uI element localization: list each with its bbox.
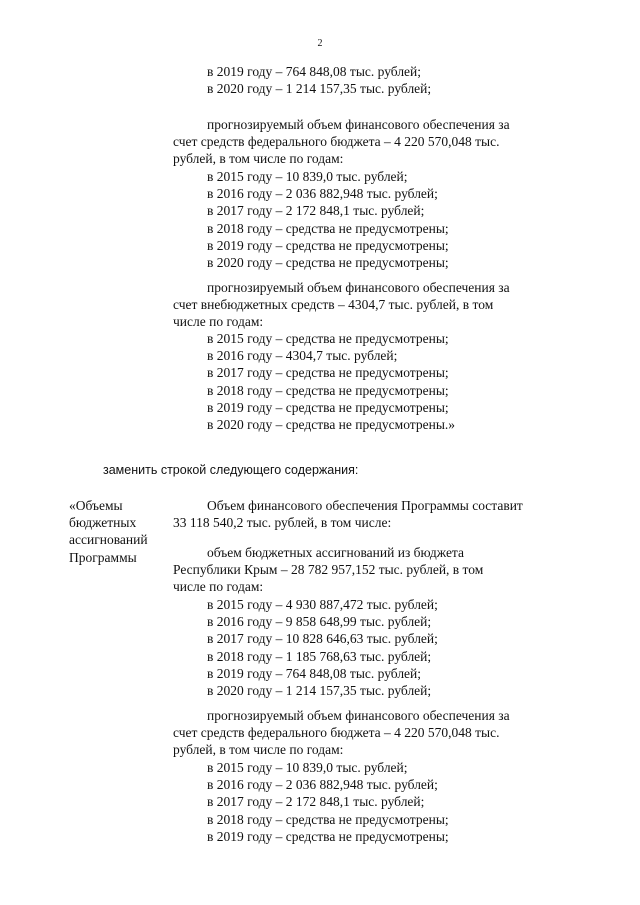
paragraph-line: счет средств федерального бюджета – 4 220 570,048 тыс. [173, 134, 500, 150]
program-label-line: Программы [69, 549, 137, 565]
paragraph-line: рублей, в том числе по годам: [173, 742, 344, 758]
year-line: в 2019 году – 764 848,08 тыс. рублей; [207, 64, 422, 79]
year-line: в 2020 году – средства не предусмотрены.» [207, 417, 456, 432]
program-label-line: «Объемы [69, 498, 123, 513]
year-line: в 2019 году – средства не предусмотрены; [207, 399, 449, 415]
year-line: в 2016 году – 4304,7 тыс. рублей; [207, 348, 398, 364]
year-line: в 2017 году – средства не предусмотрены; [207, 365, 449, 381]
year-line: в 2015 году – 10 839,0 тыс. рублей; [207, 169, 408, 184]
year-line: в 2020 году – средства не предусмотрены; [207, 255, 449, 270]
year-line: в 2015 году – средства не предусмотрены; [207, 331, 449, 346]
year-line: в 2019 году – средства не предусмотрены; [207, 828, 449, 844]
year-line: в 2017 году – 10 828 646,63 тыс. рублей; [207, 631, 438, 647]
paragraph-line: числе по годам: [173, 314, 264, 330]
replace-instruction: заменить строкой следующего содержания: [103, 463, 359, 477]
paragraph-line: Республики Крым – 28 782 957,152 тыс. рублей, в том [173, 562, 484, 578]
paragraph-line: объем бюджетных ассигнований из бюджета [207, 545, 464, 560]
page-number: 2 [317, 38, 323, 49]
paragraph-line: числе по годам: [173, 579, 264, 595]
year-line: в 2019 году – 764 848,08 тыс. рублей; [207, 665, 422, 681]
year-line: в 2020 году – 1 214 157,35 тыс. рублей; [207, 81, 432, 97]
paragraph-line: прогнозируемый объем финансового обеспечения за [207, 117, 510, 132]
year-line: в 2017 году – 2 172 848,1 тыс. рублей; [207, 203, 425, 219]
year-line: в 2016 году – 9 858 648,99 тыс. рублей; [207, 614, 432, 630]
year-line: в 2018 году – 1 185 768,63 тыс. рублей; [207, 648, 432, 664]
program-label-line: бюджетных [69, 515, 137, 531]
year-line: в 2019 году – средства не предусмотрены; [207, 237, 449, 253]
year-line: в 2018 году – средства не предусмотрены; [207, 220, 449, 236]
paragraph-line: прогнозируемый объем финансового обеспечения за [207, 708, 510, 723]
program-label-line: ассигнований [69, 532, 148, 548]
year-line: в 2016 году – 2 036 882,948 тыс. рублей; [207, 777, 438, 793]
year-line: в 2015 году – 10 839,0 тыс. рублей; [207, 760, 408, 775]
year-line: в 2018 году – средства не предусмотрены; [207, 811, 449, 827]
paragraph-line: счет средств федерального бюджета – 4 220 570,048 тыс. [173, 725, 500, 741]
year-line: в 2016 году – 2 036 882,948 тыс. рублей; [207, 186, 438, 202]
paragraph-line: Объем финансового обеспечения Программы составит [207, 498, 523, 513]
year-line: в 2017 году – 2 172 848,1 тыс. рублей; [207, 794, 425, 810]
year-line: в 2020 году – 1 214 157,35 тыс. рублей; [207, 683, 432, 698]
year-line: в 2018 году – средства не предусмотрены; [207, 382, 449, 398]
paragraph-line: прогнозируемый объем финансового обеспечения за [207, 280, 510, 295]
paragraph-line: 33 118 540,2 тыс. рублей, в том числе: [173, 515, 392, 531]
paragraph-line: рублей, в том числе по годам: [173, 151, 344, 167]
year-line: в 2015 году – 4 930 887,472 тыс. рублей; [207, 597, 438, 612]
paragraph-line: счет внебюджетных средств – 4304,7 тыс. рублей, в том [173, 297, 494, 313]
